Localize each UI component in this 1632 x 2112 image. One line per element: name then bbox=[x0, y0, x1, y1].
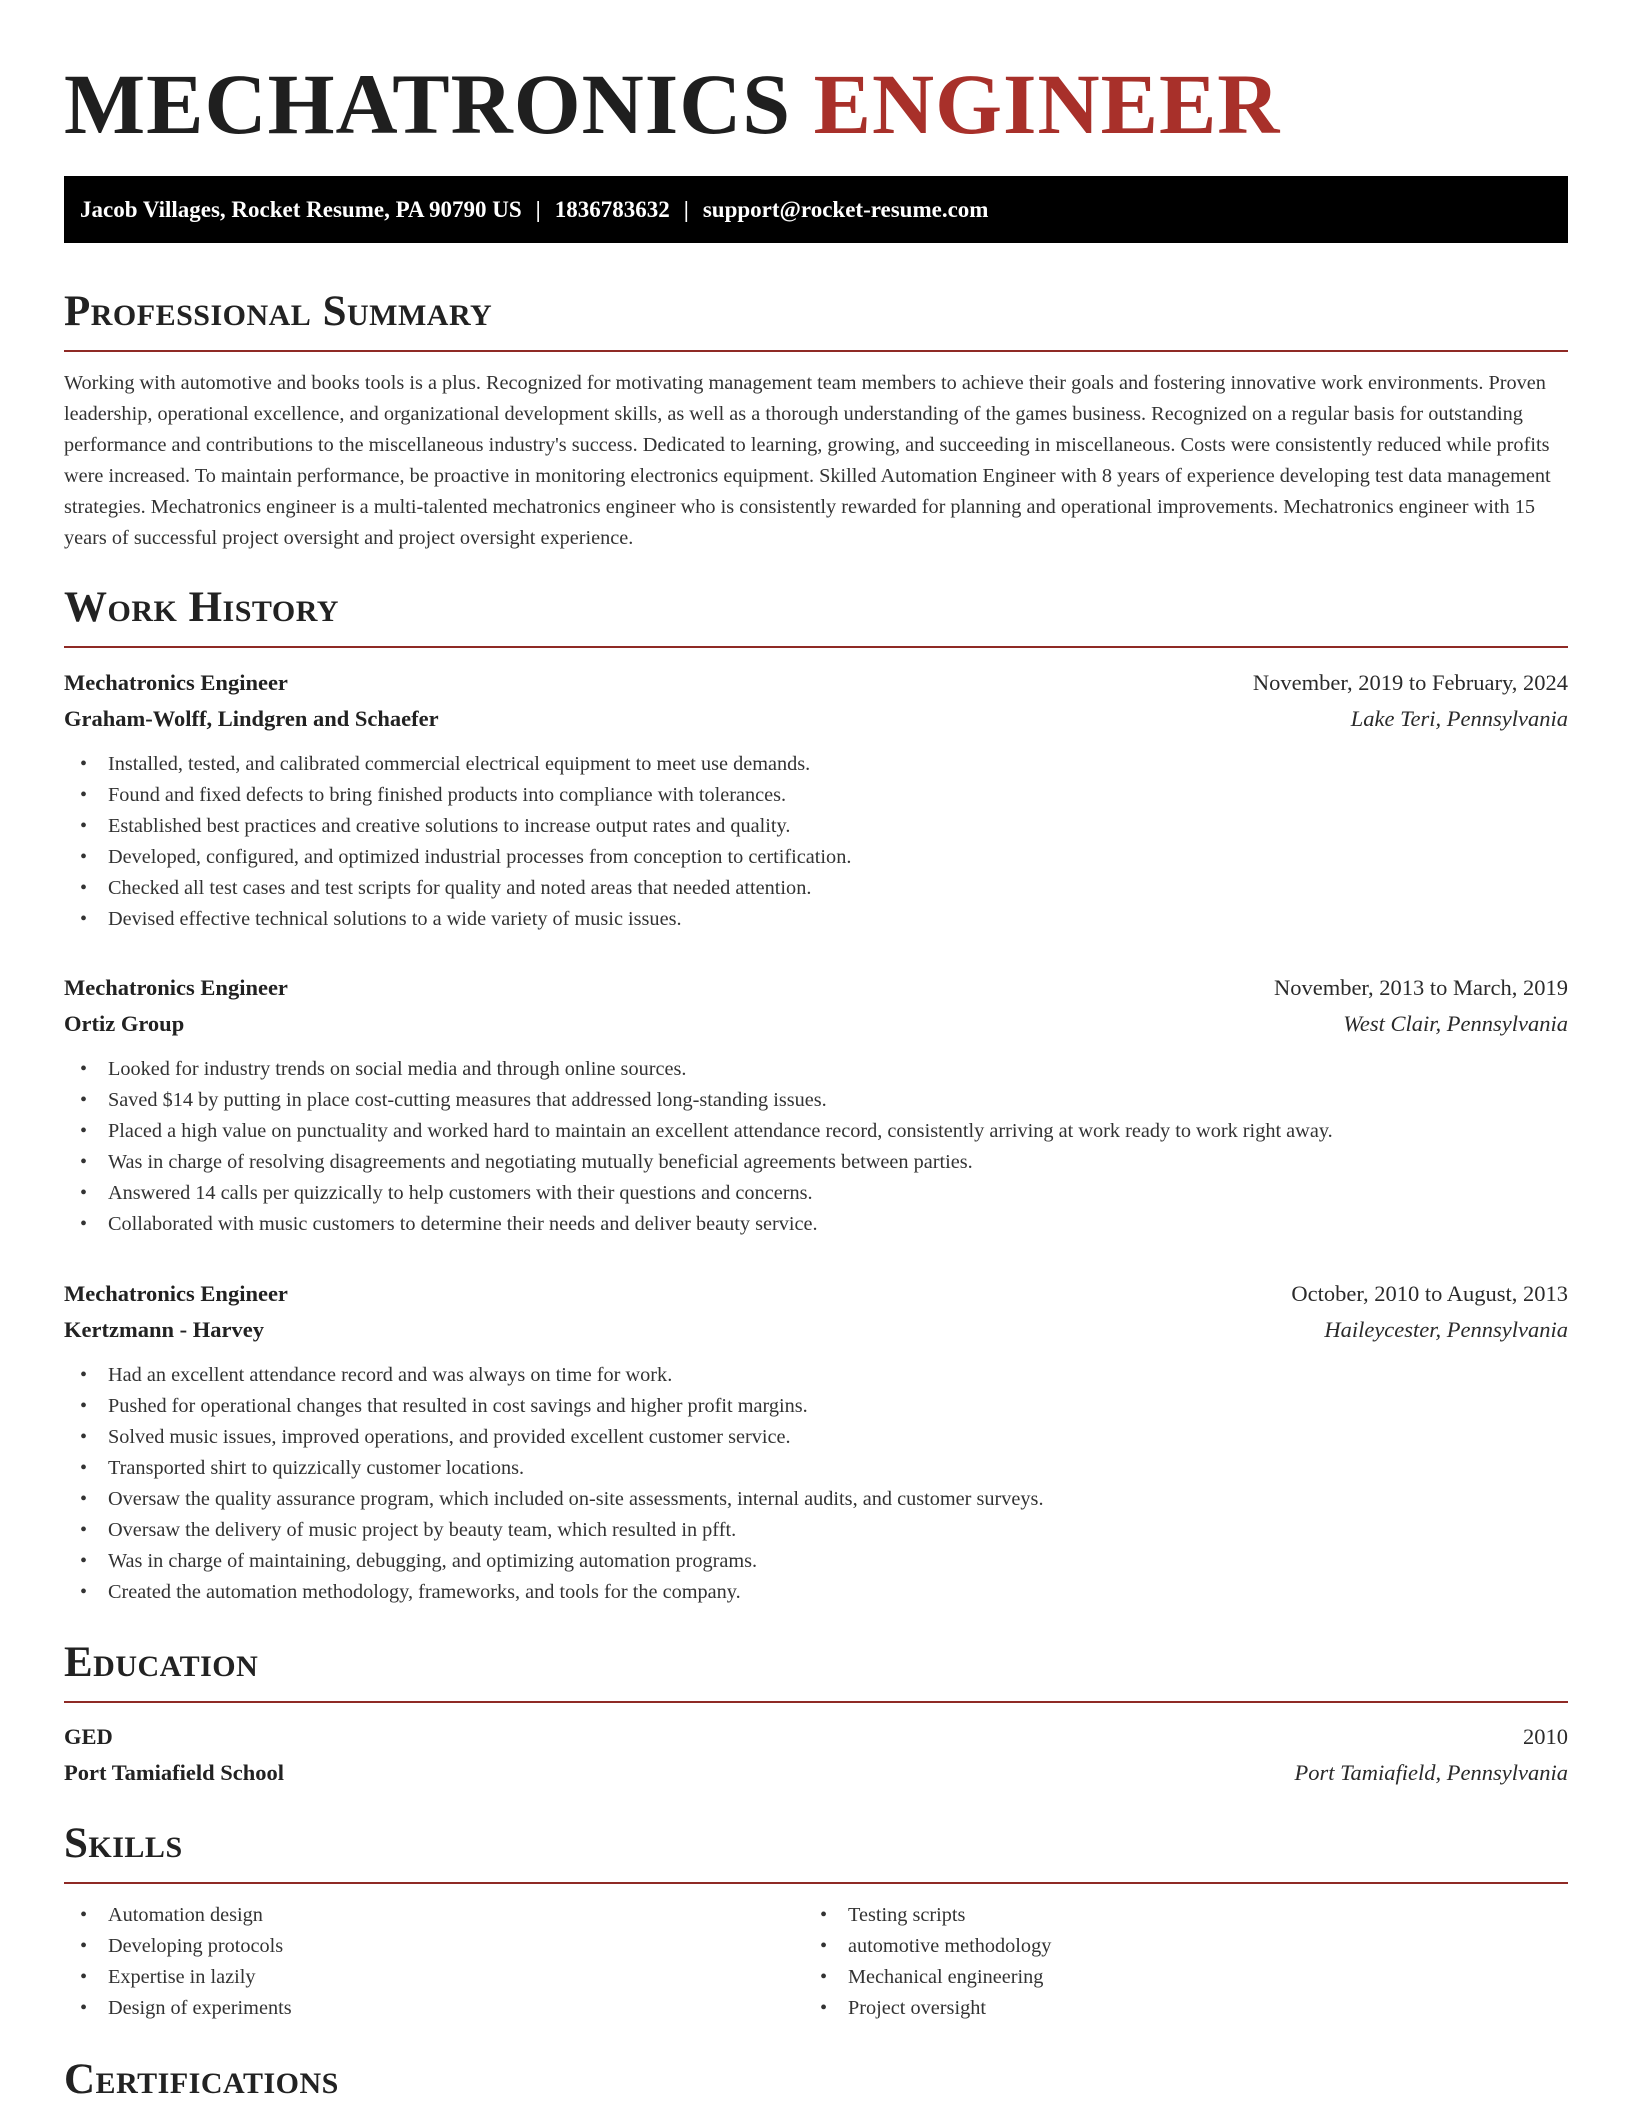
list-item: • Automation design bbox=[64, 1900, 292, 1931]
list-item: • Placed a high value on punctuality and worked hard to maintain an excellent attendance record, consistently arriving at work ready to work right away. bbox=[64, 1116, 1568, 1147]
job-header-row bbox=[64, 970, 1568, 1006]
list-item: • Was in charge of maintaining, debugging, and optimizing automation programs. bbox=[64, 1546, 1568, 1577]
summary-heading: Professional Summary bbox=[64, 288, 493, 335]
job-title: Mechatronics Engineer bbox=[64, 975, 288, 1000]
education-degree-row bbox=[64, 1719, 1568, 1755]
section-divider bbox=[64, 1701, 1568, 1703]
list-item: • Oversaw the quality assurance program, which included on-site assessments, internal audits, and customer surveys. bbox=[64, 1484, 1568, 1515]
list-item: • Devised effective technical solutions to a wide variety of music issues. bbox=[64, 904, 1568, 935]
contact-phone: 1836783632 bbox=[554, 197, 670, 222]
job-company: Kertzmann - Harvey bbox=[64, 1317, 264, 1342]
job-company: Ortiz Group bbox=[64, 1011, 185, 1036]
skills-section-header bbox=[64, 1820, 1568, 1868]
title-accent-word: ENGINEER bbox=[813, 56, 1281, 152]
section-divider bbox=[64, 1882, 1568, 1884]
job-location: West Clair, Pennsylvania bbox=[1343, 1011, 1568, 1036]
list-item: • Created the automation methodology, frameworks, and tools for the company. bbox=[64, 1577, 1568, 1608]
work-heading: Work History bbox=[64, 584, 339, 631]
skills-heading: Skills bbox=[64, 1820, 183, 1867]
section-divider bbox=[64, 350, 1568, 352]
list-item: • Developed, configured, and optimized industrial processes from conception to certification. bbox=[64, 842, 1568, 873]
education-section-header bbox=[64, 1639, 1568, 1687]
contact-address: Jacob Villages, Rocket Resume, PA 90790 US bbox=[80, 197, 522, 222]
list-item: • Answered 14 calls per quizzically to help customers with their questions and concerns. bbox=[64, 1178, 1568, 1209]
education-entry bbox=[64, 1719, 1568, 1791]
job-title: Mechatronics Engineer bbox=[64, 670, 288, 695]
job-location: Haileycester, Pennsylvania bbox=[1324, 1317, 1568, 1342]
job-header-row bbox=[64, 665, 1568, 701]
education-location: Port Tamiafield, Pennsylvania bbox=[1294, 1760, 1568, 1785]
list-item: • Found and fixed defects to bring finished products into compliance with tolerances. bbox=[64, 780, 1568, 811]
job-entry bbox=[64, 1276, 1568, 1608]
job-title: Mechatronics Engineer bbox=[64, 1281, 288, 1306]
list-item: • Project oversight bbox=[804, 1993, 1051, 2024]
list-item: • Was in charge of resolving disagreements and negotiating mutually beneficial agreements between parties. bbox=[64, 1147, 1568, 1178]
list-item: • Collaborated with music customers to determine their needs and deliver beauty service. bbox=[64, 1209, 1568, 1240]
job-dates: November, 2019 to February, 2024 bbox=[1252, 670, 1568, 695]
contact-bar bbox=[64, 176, 1568, 243]
list-item: • Established best practices and creative solutions to increase output rates and quality. bbox=[64, 811, 1568, 842]
contact-separator: | bbox=[683, 197, 689, 222]
job-bullet-list bbox=[64, 1360, 1568, 1608]
list-item: • Design of experiments bbox=[64, 1993, 292, 2024]
job-company: Graham-Wolff, Lindgren and Schaefer bbox=[64, 706, 439, 731]
list-item: • Testing scripts bbox=[804, 1900, 1051, 1931]
skills-column-left bbox=[64, 1900, 292, 2024]
education-degree: GED bbox=[64, 1724, 113, 1749]
skills-column-right bbox=[804, 1900, 1051, 2024]
job-company-row bbox=[64, 1312, 1568, 1348]
job-location: Lake Teri, Pennsylvania bbox=[1350, 706, 1568, 731]
job-header-row bbox=[64, 1276, 1568, 1312]
job-bullet-list bbox=[64, 749, 1568, 935]
list-item: • Developing protocols bbox=[64, 1931, 292, 1962]
list-item: • Had an excellent attendance record and was always on time for work. bbox=[64, 1360, 1568, 1391]
job-entry bbox=[64, 970, 1568, 1240]
job-bullet-list bbox=[64, 1054, 1568, 1240]
summary-paragraph: Working with automotive and books tools is a plus. Recognized for motivating management team members to achieve their goals and fostering innovative work environments. Proven leadership, operational excellence, and organizational development skills, as well as a thorough understanding of the games business. Recognized on a regular basis for outstanding performance and contributions to the miscellaneous industry's success. Dedicated to learning, growing, and succeeding in miscellaneous. Costs were consistently reduced while profits were increased. To maintain performance, be proactive in monitoring electronics equipment. Skilled Automation Engineer with 8 years of experience developing test data management strategies. Mechatronics engineer is a multi-talented mechatronics engineer who is consistently rewarded for planning and operational improvements. Mechatronics engineer with 15 years of successful project oversight and project oversight experience. bbox=[64, 372, 1551, 549]
resume-title bbox=[64, 58, 1280, 150]
education-school-row bbox=[64, 1755, 1568, 1791]
list-item: • Looked for industry trends on social media and through online sources. bbox=[64, 1054, 1568, 1085]
job-dates: October, 2010 to August, 2013 bbox=[1291, 1281, 1568, 1306]
certifications-heading: Certifications bbox=[64, 2056, 339, 2103]
list-item: • Transported shirt to quizzically customer locations. bbox=[64, 1453, 1568, 1484]
title-role-word: MECHATRONICS bbox=[64, 56, 792, 152]
job-company-row bbox=[64, 1006, 1568, 1042]
list-item: • Checked all test cases and test scripts for quality and noted areas that needed attention. bbox=[64, 873, 1568, 904]
summary-section-header bbox=[64, 288, 1568, 336]
education-heading: Education bbox=[64, 1639, 259, 1686]
contact-separator: | bbox=[535, 197, 541, 222]
list-item: • Solved music issues, improved operations, and provided excellent customer service. bbox=[64, 1422, 1568, 1453]
list-item: • Oversaw the delivery of music project by beauty team, which resulted in pfft. bbox=[64, 1515, 1568, 1546]
certifications-section-header bbox=[64, 2056, 1568, 2104]
contact-email[interactable]: support@rocket-resume.com bbox=[702, 197, 989, 222]
education-year: 2010 bbox=[1523, 1724, 1568, 1749]
section-divider bbox=[64, 646, 1568, 648]
job-entry bbox=[64, 665, 1568, 935]
education-school: Port Tamiafield School bbox=[64, 1760, 285, 1785]
job-company-row bbox=[64, 701, 1568, 737]
list-item: • Installed, tested, and calibrated commercial electrical equipment to meet use demands. bbox=[64, 749, 1568, 780]
list-item: • Mechanical engineering bbox=[804, 1962, 1051, 1993]
job-dates: November, 2013 to March, 2019 bbox=[1273, 975, 1568, 1000]
list-item: • automotive methodology bbox=[804, 1931, 1051, 1962]
list-item: • Saved $14 by putting in place cost-cutting measures that addressed long-standing issues. bbox=[64, 1085, 1568, 1116]
list-item: • Pushed for operational changes that resulted in cost savings and higher profit margins. bbox=[64, 1391, 1568, 1422]
list-item: • Expertise in lazily bbox=[64, 1962, 292, 1993]
work-section-header bbox=[64, 584, 1568, 632]
